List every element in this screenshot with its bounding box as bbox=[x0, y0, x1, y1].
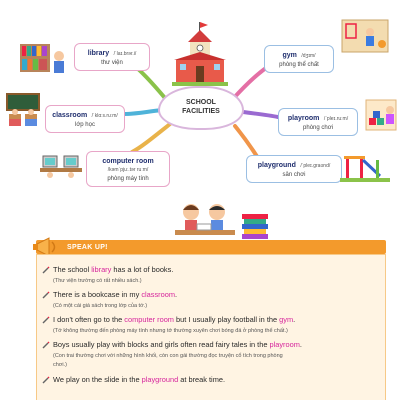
facility-ipa: /ˈklɑːs.ruːm/ bbox=[91, 113, 118, 119]
playroom-illustration-icon bbox=[364, 98, 398, 132]
facility-ipa: /dʒɪm/ bbox=[301, 53, 316, 59]
translation-3: (Tớ không thường đến phòng máy tính nhưng tớ thường xuyên chơi bóng đá ở phòng thể chất.) bbox=[53, 328, 288, 334]
translation-2: (Có một cái giá sách trong lớp của tớ.) bbox=[53, 303, 148, 309]
pencil-icon bbox=[42, 341, 50, 349]
sentence-1: The school library has a lot of books. bbox=[53, 265, 174, 274]
translation-1: (Thư viện trường có rất nhiều sách.) bbox=[53, 278, 142, 284]
facility-translation: thư viện bbox=[101, 60, 123, 66]
sentence-4: Boys usually play with blocks and girls often read fairy tales in the playroom. bbox=[53, 340, 302, 349]
sentence-2: There is a bookcase in my classroom. bbox=[53, 290, 178, 299]
facility-ipa: /ˈpleɪ.ɡraʊnd/ bbox=[300, 163, 331, 169]
translation-4: (Con trai thường chơi với những hình khối, còn con gái thường đọc truyện cổ tích trong phòng bbox=[53, 353, 283, 359]
school-building-icon bbox=[172, 20, 228, 86]
facility-translation: lớp học bbox=[75, 122, 95, 128]
facility-gym bbox=[264, 45, 334, 73]
facility-word: playroom bbox=[287, 115, 320, 122]
facility-translation: phòng thể chất bbox=[279, 62, 319, 68]
gym-illustration-icon bbox=[340, 18, 390, 54]
facility-word: gym bbox=[282, 52, 297, 59]
center-topic-line1: SCHOOL bbox=[186, 99, 216, 106]
facility-word: library bbox=[87, 50, 110, 57]
speak-up-title: SPEAK UP! bbox=[67, 244, 108, 251]
translation-4-cont: chơi.) bbox=[53, 362, 67, 368]
facility-translation: phòng máy tính bbox=[107, 176, 149, 182]
center-topic-line2: FACILITIES bbox=[182, 108, 220, 115]
facility-ipa: /ˈlaɪ.brər.i/ bbox=[113, 51, 137, 57]
facility-library bbox=[74, 43, 150, 71]
pencil-icon bbox=[42, 316, 50, 324]
facility-word: playground bbox=[257, 162, 296, 169]
book-stack-icon bbox=[240, 210, 270, 240]
facility-ipa: /kəmˈpjuː.tər ruːm/ bbox=[107, 167, 149, 173]
pencil-icon bbox=[42, 376, 50, 384]
facility-translation: phòng chơi bbox=[303, 125, 333, 131]
sentence-5: We play on the slide in the playground at break time. bbox=[53, 375, 226, 384]
facility-word: computer room bbox=[102, 158, 154, 165]
library-illustration-icon bbox=[18, 40, 68, 76]
facility-word: classroom bbox=[52, 112, 88, 119]
computer-room-illustration-icon bbox=[38, 148, 84, 182]
playground-illustration-icon bbox=[340, 150, 390, 184]
facility-ipa: /ˈpleɪ.ruːm/ bbox=[323, 116, 349, 122]
facility-translation: sân chơi bbox=[282, 172, 306, 178]
sentence-3: I don't often go to the computer room but I usually play football in the gym. bbox=[53, 315, 296, 324]
facility-playroom bbox=[278, 108, 358, 136]
facility-classroom bbox=[45, 105, 125, 133]
pencil-icon bbox=[42, 291, 50, 299]
speak-up-panel bbox=[36, 254, 386, 400]
children-reading-illustration-icon bbox=[175, 200, 235, 238]
pencil-icon bbox=[42, 266, 50, 274]
classroom-illustration-icon bbox=[3, 92, 43, 128]
center-topic bbox=[158, 86, 244, 130]
facility-playground bbox=[246, 155, 342, 183]
facility-computer-room bbox=[86, 151, 170, 187]
